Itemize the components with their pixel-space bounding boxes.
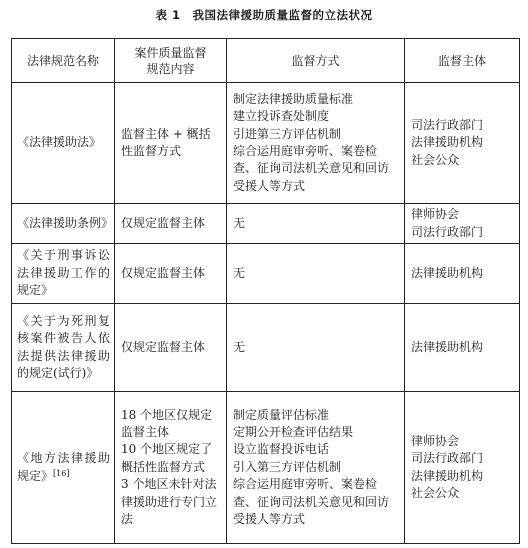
table-row (12, 204, 520, 244)
cell-method: 无 (227, 304, 405, 392)
cell-subject: 法律援助机构 (405, 244, 520, 304)
cell-content: 仅规定监督主体 (115, 304, 227, 392)
cell-method: 无 (227, 244, 405, 304)
citation-ref: [16] (53, 468, 70, 478)
table-row (12, 244, 520, 304)
table-header-row (12, 39, 520, 83)
table-row (12, 304, 520, 392)
cell-subject: 法律援助机构 (405, 304, 520, 392)
header-subject: 监督主体 (405, 39, 520, 83)
header-method: 监督方式 (227, 39, 405, 83)
cell-subject: 司法行政部门 法律援助机构 社会公众 (405, 83, 520, 204)
table-row (12, 83, 520, 204)
cell-method: 制定法律援助质量标准 建立投诉查处制度 引进第三方评估机制 综合运用庭审旁听、案卷检查、征询司法机关意见和回访受援人等方式 (227, 83, 405, 204)
cell-name: 《法律援助法》 (12, 83, 115, 204)
cell-subject: 律师协会 司法行政部门 法律援助机构 社会公众 (405, 392, 520, 544)
cell-content: 18 个地区仅规定监督主体 10 个地区规定了概括性监督方式 3 个地区未针对法律援助进行专门立法 (115, 392, 227, 544)
header-content: 案件质量监督规范内容 (115, 39, 227, 83)
table-caption: 表 1 我国法律援助质量监督的立法状况 (155, 8, 373, 22)
cell-method: 无 (227, 204, 405, 244)
cell-name: 《法律援助条例》 (12, 204, 115, 244)
cell-method: 制定质量评估标准 定期公开检查评估结果 设立监督投诉电话 引入第三方评估机制 综合运用庭审旁听、案卷检查、征询司法机关意见和回访受援人等方式 (227, 392, 405, 544)
cell-name: 《关于刑事诉讼法律援助工作的规定》 (12, 244, 115, 304)
cell-name: 《地方法律援助规定》[16] (12, 392, 115, 544)
header-name: 法律规范名称 (12, 39, 115, 83)
cell-content: 仅规定监督主体 (115, 244, 227, 304)
cell-name: 《关于为死刑复核案件被告人依法提供法律援助的规定(试行)》 (12, 304, 115, 392)
table-row (12, 392, 520, 544)
cell-subject: 律师协会 司法行政部门 (405, 204, 520, 244)
legislation-table (11, 38, 520, 544)
cell-content: 监督主体 + 概括性监督方式 (115, 83, 227, 204)
cell-content: 仅规定监督主体 (115, 204, 227, 244)
